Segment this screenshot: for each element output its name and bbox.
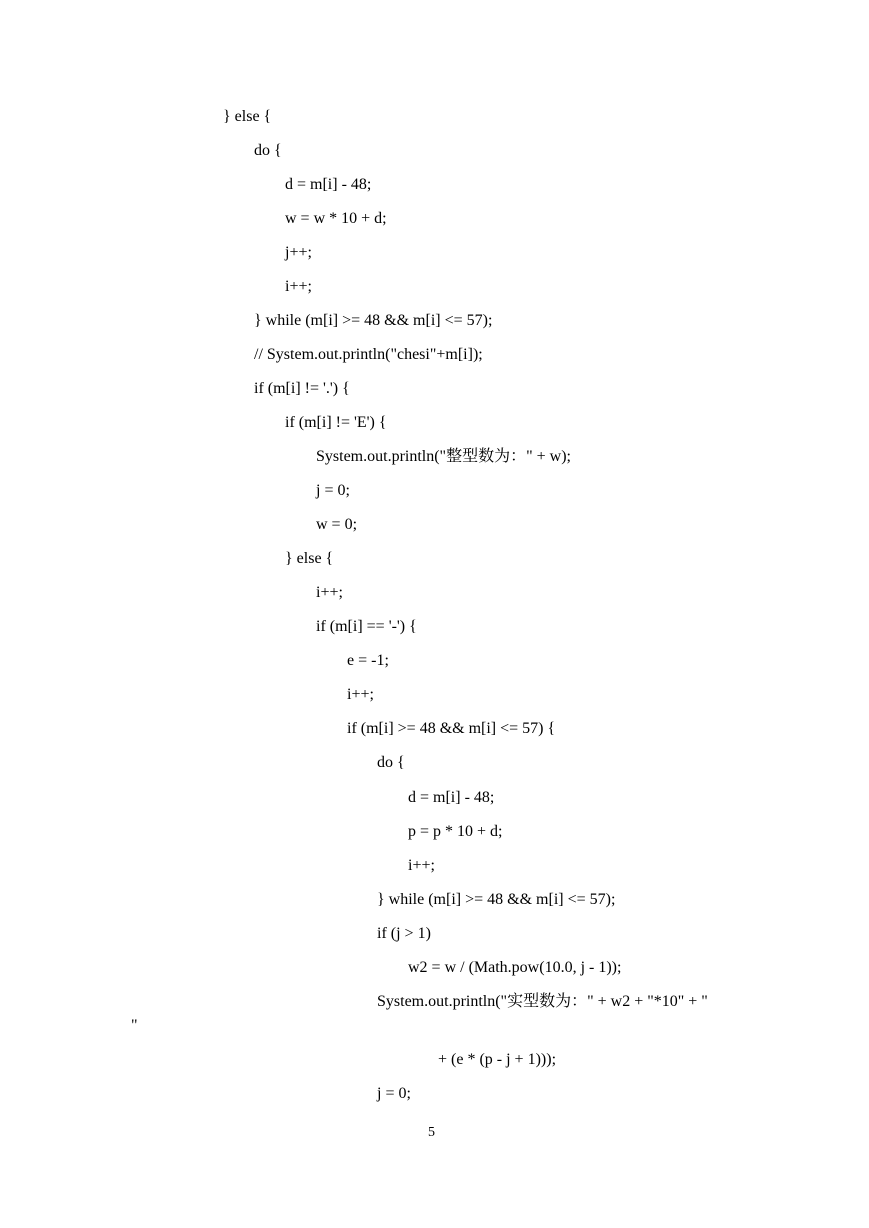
code-line: do { [377, 754, 405, 771]
code-line: } while (m[i] >= 48 && m[i] <= 57); [377, 891, 616, 908]
code-line: i++; [347, 686, 374, 703]
code-line: + (e * (p - j + 1))); [438, 1051, 557, 1068]
code-line: do { [254, 142, 282, 159]
code-line: w2 = w / (Math.pow(10.0, j - 1)); [408, 959, 622, 976]
code-line: System.out.println("实型数为：" + w2 + "*10" + " [377, 993, 708, 1010]
code-line: i++; [285, 278, 312, 295]
code-line: // System.out.println("chesi"+m[i]); [254, 346, 483, 363]
code-line: if (m[i] == '-') { [316, 618, 417, 635]
code-line: if (m[i] >= 48 && m[i] <= 57) { [347, 720, 556, 737]
code-line: d = m[i] - 48; [408, 789, 495, 806]
code-line: j = 0; [316, 482, 350, 499]
code-line: p = p * 10 + d; [408, 823, 503, 840]
code-line: if (m[i] != '.') { [254, 380, 350, 397]
code-line: d = m[i] - 48; [285, 176, 372, 193]
code-line: e = -1; [347, 652, 389, 669]
code-line: if (m[i] != 'E') { [285, 414, 387, 431]
code-line: j++; [285, 244, 312, 261]
code-line: w = 0; [316, 516, 358, 533]
page-number: 5 [428, 1125, 435, 1140]
code-line: } else { [285, 550, 334, 567]
code-line: } while (m[i] >= 48 && m[i] <= 57); [254, 312, 493, 329]
code-line: j = 0; [377, 1085, 411, 1102]
code-line: System.out.println("整型数为：" + w); [316, 448, 571, 465]
code-line: w = w * 10 + d; [285, 210, 387, 227]
code-line: i++; [408, 857, 435, 874]
code-line: " [131, 1017, 138, 1034]
code-line: } else { [223, 108, 272, 125]
code-line: if (j > 1) [377, 925, 431, 942]
code-line: i++; [316, 584, 343, 601]
